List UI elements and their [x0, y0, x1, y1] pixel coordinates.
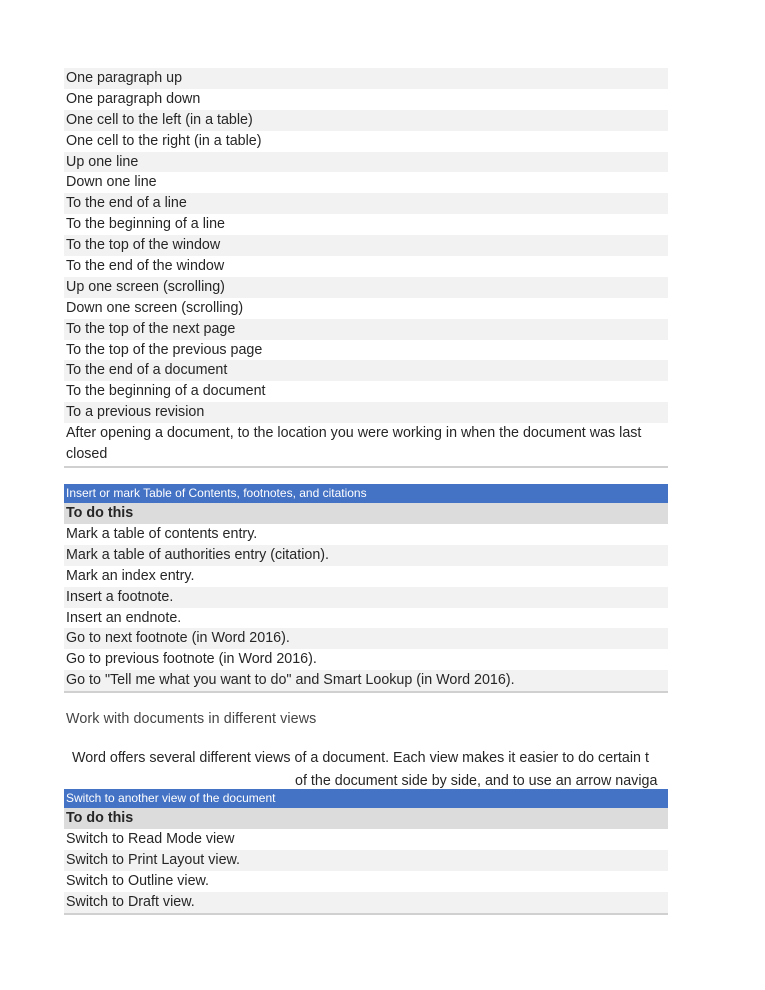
navigation-table — [64, 68, 668, 468]
table-row: Switch to Outline view. — [66, 872, 210, 889]
table-title: Switch to another view of the document — [64, 789, 668, 808]
table-row: To the end of a line — [64, 193, 668, 214]
views-table — [64, 789, 668, 915]
table-row: One paragraph up — [64, 68, 668, 89]
table-row: Go to next footnote (in Word 2016). — [64, 628, 668, 649]
table-row: Switch to Print Layout view. — [64, 850, 668, 871]
table-row: Mark a table of contents entry. — [66, 526, 258, 542]
table-row: Go to previous footnote (in Word 2016). — [66, 651, 317, 668]
table-row: After opening a document, to the location you were working in when the document was last closed — [66, 425, 642, 463]
table-row: Switch to Read Mode view — [66, 831, 235, 847]
table-row: One paragraph down — [66, 90, 201, 107]
table-row: Insert a footnote. — [64, 587, 668, 608]
table-row: To the beginning of a document — [66, 383, 266, 400]
table-row: To the top of the next page — [64, 319, 668, 340]
table-row: To the end of a document — [64, 360, 668, 381]
paragraph-line: of the document side by side, and to use an arrow naviga — [295, 773, 658, 789]
table-row: To a previous revision — [64, 402, 668, 423]
table-row: Down one line — [66, 174, 157, 191]
table-row: To the beginning of a line — [66, 216, 225, 233]
table-row: To the top of the window — [64, 235, 668, 256]
paragraph-line: Word offers several different views of a document. Each view makes it easier to do certain t — [72, 750, 649, 766]
table-row: Down one screen (scrolling) — [66, 299, 244, 316]
table-row: Mark an index entry. — [66, 567, 195, 584]
table-row: Mark a table of authorities entry (citation). — [64, 545, 668, 566]
table-row: Up one screen (scrolling) — [64, 277, 668, 298]
table-row: To the end of the window — [66, 258, 225, 275]
table-row: One cell to the right (in a table) — [66, 132, 262, 149]
column-header: To do this — [64, 503, 668, 524]
table-row: Go to "Tell me what you want to do" and Smart Lookup (in Word 2016). — [64, 670, 668, 691]
intro-paragraph — [72, 747, 668, 793]
table-title: Insert or mark Table of Contents, footnotes, and citations — [64, 484, 668, 503]
table-row: To the top of the previous page — [66, 341, 263, 358]
table-row: Up one line — [64, 152, 668, 173]
section-heading: Work with documents in different views — [66, 711, 317, 727]
table-row: Switch to Draft view. — [64, 892, 668, 913]
column-header: To do this — [64, 808, 668, 829]
table-row: One cell to the left (in a table) — [64, 110, 668, 131]
table-row: Insert an endnote. — [66, 609, 182, 626]
toc-footnotes-table — [64, 484, 668, 693]
